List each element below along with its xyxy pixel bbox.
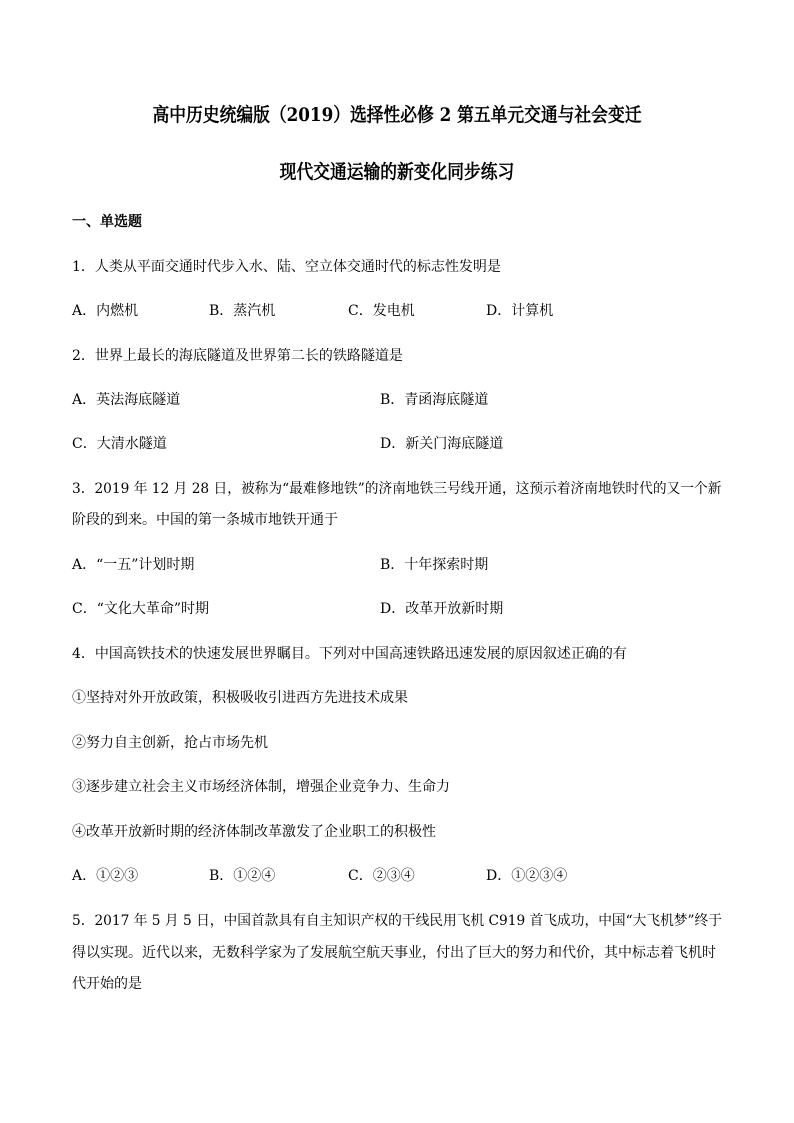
option-c: C．“文化大革命”时期 xyxy=(72,601,210,617)
option-d: D．①②③④ xyxy=(486,868,568,884)
option-d: D．计算机 xyxy=(486,303,554,319)
option-d: D．新关门海底隧道 xyxy=(380,436,504,452)
option-a: A．英法海底隧道 xyxy=(72,392,181,408)
option-a: A．①②③ xyxy=(72,868,139,884)
option-c: C．大清水隧道 xyxy=(72,436,167,452)
question-stem: 1．人类从平面交通时代步入水、陆、空立体交通时代的标志性发明是 xyxy=(72,259,501,275)
statement-4: ④改革开放新时期的经济体制改革激发了企业职工的积极性 xyxy=(72,824,436,840)
question-stem-line-2: 阶段的到来。中国的第一条城市地铁开通于 xyxy=(72,512,338,528)
statement-3: ③逐步建立社会主义市场经济体制，增强企业竞争力、生命力 xyxy=(72,779,450,795)
question-stem-line-3: 代开始的是 xyxy=(72,976,142,992)
statement-2: ②努力自主创新，抢占市场先机 xyxy=(72,735,268,751)
option-c: C．②③④ xyxy=(348,868,415,884)
option-b: B．①②④ xyxy=(209,868,276,884)
section-heading: 一、单选题 xyxy=(72,214,142,230)
question-stem: 2．世界上最长的海底隧道及世界第二长的铁路隧道是 xyxy=(72,348,403,364)
option-c: C．发电机 xyxy=(348,303,415,319)
option-d: D．改革开放新时期 xyxy=(380,601,504,617)
option-b: B．蒸汽机 xyxy=(209,303,276,319)
document-subtitle: 现代交通运输的新变化同步练习 xyxy=(279,161,515,183)
option-a: A．内燃机 xyxy=(72,303,139,319)
option-a: A．“一五”计划时期 xyxy=(72,557,195,573)
question-stem-line-1: 3．2019 年 12 月 28 日，被称为“最难修地铁”的济南地铁三号线开通，这预示着济南地铁时代的又一个新 xyxy=(72,481,722,497)
question-stem-line-1: 5．2017 年 5 月 5 日，中国首款具有自主知识产权的干线民用飞机 C919 首飞成功，中国“大飞机梦”终于 xyxy=(72,913,722,929)
document-title: 高中历史统编版（2019）选择性必修 2 第五单元交通与社会变迁 xyxy=(152,104,642,126)
option-b: B．青函海底隧道 xyxy=(380,392,489,408)
statement-1: ①坚持对外开放政策，积极吸收引进西方先进技术成果 xyxy=(72,690,408,706)
question-stem: 4．中国高铁技术的快速发展世界瞩目。下列对中国高速铁路迅速发展的原因叙述正确的有 xyxy=(72,646,627,662)
question-stem-line-2: 得以实现。近代以来，无数科学家为了发展航空航天事业，付出了巨大的努力和代价，其中标志着飞机时 xyxy=(72,945,716,961)
option-b: B．十年探索时期 xyxy=(380,557,489,573)
